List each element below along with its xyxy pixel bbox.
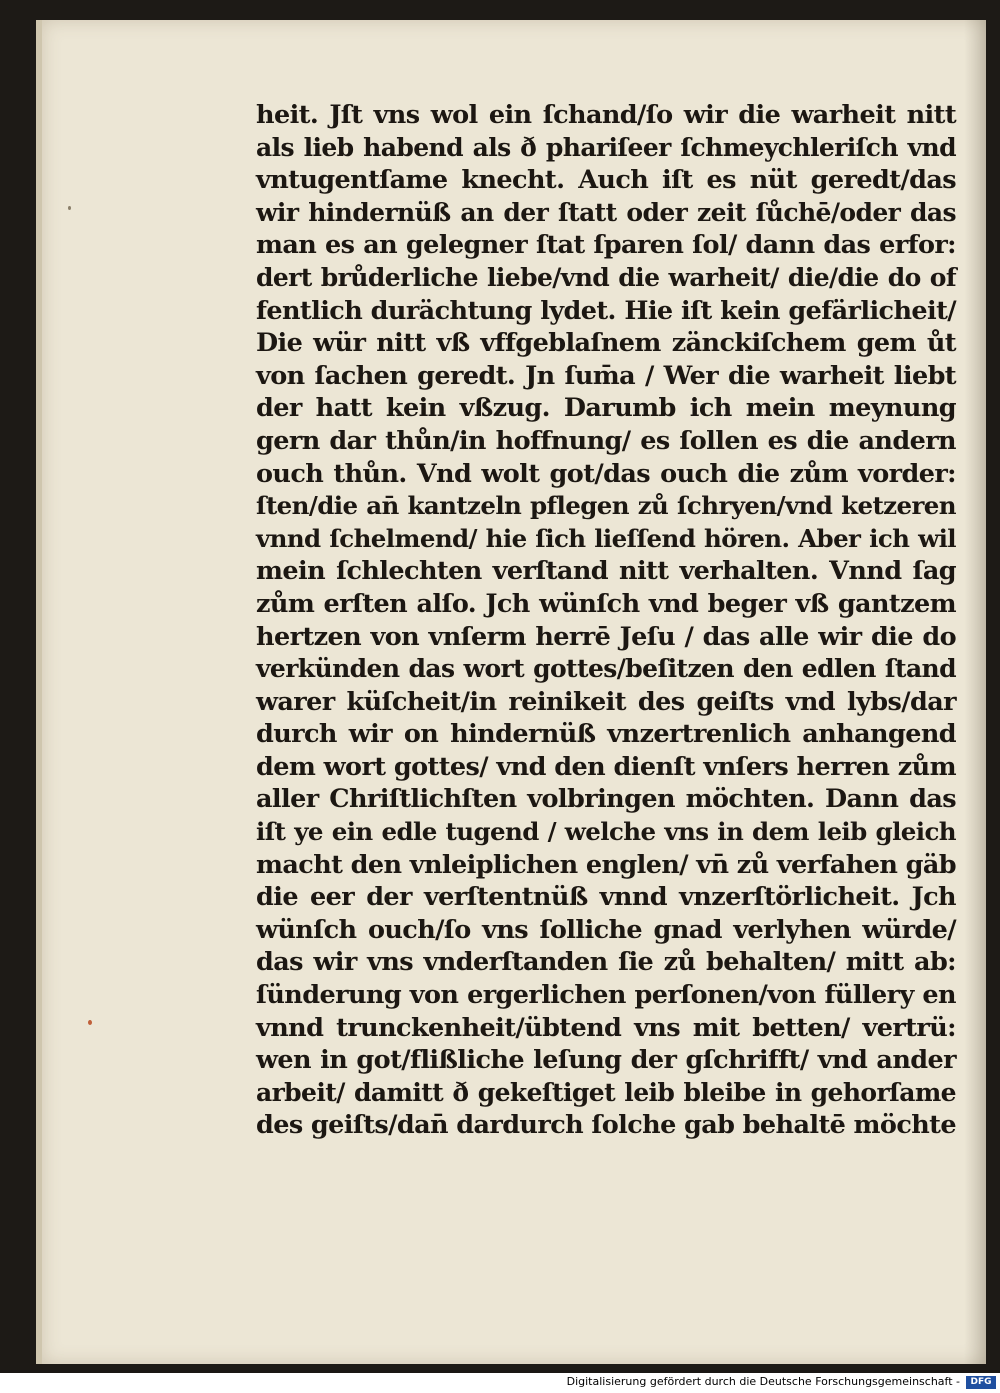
text-line: man es an gelegner ſtat ſparen ſol/ dann das erfor: xyxy=(256,230,956,261)
text-line: wir hindernüß an der ſtatt oder zeit ſůchē/oder das xyxy=(256,197,956,227)
funding-credit: Digitalisierung gefördert durch die Deutsche Forschungsgemeinschaft - xyxy=(566,1375,960,1388)
text-line: ſten/die an̄ kantzeln pflegen zů ſchryen/vnd ketzeren xyxy=(256,491,956,521)
dfg-logo: DFG xyxy=(966,1376,996,1389)
text-line: arbeit/ damitt ð gekeſtiget leib bleibe in gehorſame xyxy=(256,1077,956,1107)
book-page xyxy=(36,20,986,1364)
text-line: zům erſten alſo. Jch wünſch vnd beger vß gantzem xyxy=(256,588,956,619)
page-text xyxy=(256,99,956,1142)
text-line: gern dar thůn/in hoffnung/ es ſollen es die andern xyxy=(256,425,956,456)
digitization-footer xyxy=(0,1373,1000,1393)
paper-speck xyxy=(68,206,71,210)
text-line: mein ſchlechten verſtand nitt verhalten. Vnnd ſag xyxy=(256,556,956,587)
text-line: hertzen von vnſerm herrē Jeſu / das alle wir die do xyxy=(256,621,956,652)
text-line: warer küſcheit/in reinikeit des geiſts vnd lybs/dar xyxy=(256,686,956,717)
text-line: macht den vnleiplichen englen/ vn̄ zů verfahen gäb xyxy=(256,849,956,880)
text-line: verkünden das wort gottes/beſitzen den edlen ſtand xyxy=(256,654,956,684)
text-line: heit. Jſt vns wol ein ſchand/ſo wir die warheit nitt xyxy=(256,100,956,130)
text-line: von ſachen geredt. Jn ſum̄a / Wer die warheit liebt xyxy=(256,360,956,391)
text-line: dert brůderliche liebe/vnd die warheit/ die/die do of xyxy=(256,262,956,292)
text-line: vnnd trunckenheit/übtend vns mit betten/ vertrü: xyxy=(256,1012,956,1043)
text-line: fentlich durächtung lydet. Hie iſt kein gefärlicheit/ xyxy=(256,295,956,326)
text-line: Die wür nitt vß vffgeblaſnem zänckiſchem gem ůt xyxy=(256,328,956,359)
text-line: iſt ye ein edle tugend / welche vns in dem leib gleich xyxy=(256,817,956,847)
text-line: wünſch ouch/ſo vns ſolliche gnad verlyhen würde/ xyxy=(256,914,956,945)
text-line: ouch thůn. Vnd wolt got/das ouch die zům vorder: xyxy=(256,458,956,489)
text-line: aller Chriſtlichſten volbringen möchten. Dann das xyxy=(256,784,956,815)
text-line: das wir vns vnderſtanden ſie zů behalten/ mitt ab: xyxy=(256,947,956,978)
text-line: als lieb habend als ð phariſeer ſchmeychleriſch vnd xyxy=(256,132,956,162)
text-line: ſünderung von ergerlichen perſonen/von füllery en xyxy=(256,980,956,1011)
text-line: vnnd ſchelmend/ hie ſich lieſſend hören. Aber ich wil xyxy=(256,523,956,553)
text-line: der hatt kein vßzug. Darumb ich mein meynung xyxy=(256,393,956,424)
text-line: wen in got/flißliche leſung der gſchrifft/ vnd ander xyxy=(256,1045,956,1076)
text-line: dem wort gottes/ vnd den dienſt vnſers herren zům xyxy=(256,751,956,782)
text-line: durch wir on hindernüß vnzertrenlich anhangend xyxy=(256,719,956,750)
paper-speck xyxy=(88,1020,92,1025)
text-line: vntugentſame knecht. Auch iſt es nüt geredt/das xyxy=(256,165,956,196)
text-line: des geiſts/dan̄ dardurch ſolche gab behaltē möchte xyxy=(256,1110,956,1141)
text-line: die eer der verſtentnüß vnnd vnzerſtörlicheit. Jch xyxy=(256,882,956,913)
